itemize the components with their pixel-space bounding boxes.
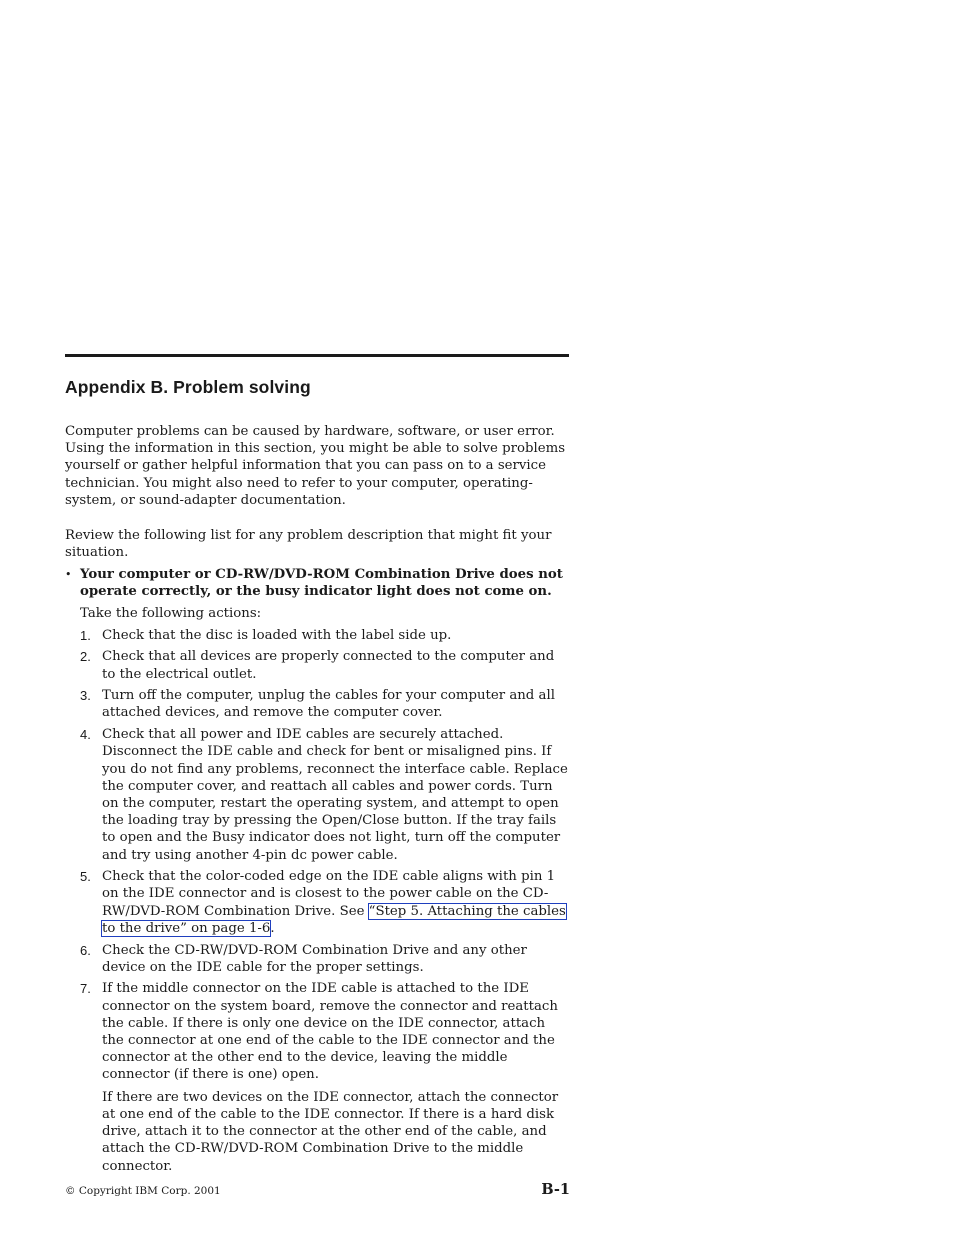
step-text-end: . — [270, 920, 275, 936]
intro-paragraph: Computer problems can be caused by hardware, software, or user error. Using the information in this section, you might be able to solve problems yourself or gather helpful information that you can pass on to a service technician. You might also need to refer to your computer, operating-system, or sound-adapter documentation. — [65, 424, 566, 508]
step-text: Turn off the computer, unplug the cables for your computer and all attached devices, and remove the computer cover. — [102, 688, 555, 721]
actions-label: Take the following actions: — [80, 606, 262, 622]
copyright-notice: © Copyright IBM Corp. 2001 — [65, 1185, 221, 1197]
problem-title — [65, 566, 570, 600]
step-text: Check the CD-RW/DVD-ROM Combination Drive and any other device on the IDE cable for the proper settings. — [102, 942, 527, 975]
list-item — [80, 627, 570, 644]
step-text: If the middle connector on the IDE cable is attached to the IDE connector on the system board, remove the connector and reattach the cable. If there is only one device on the IDE connector, attach the connector at one end of the cable to the IDE connector and the connector at the other end to the device, leaving the middle connector (if there is one) open. — [102, 981, 558, 1083]
step-subparagraph: If there are two devices on the IDE connector, attach the connector at one end of the cable to the IDE connector. If there is a hard disk drive, attach it to the connector at the other end of the cable, and attach the CD-RW/DVD-ROM Combination Drive to the middle connector. — [102, 1089, 559, 1174]
step-number: 2. — [80, 649, 91, 665]
review-paragraph: Review the following list for any problem description that might fit your situation. — [65, 528, 552, 561]
bullet-marker: • — [65, 568, 72, 581]
heading-rule — [65, 354, 569, 357]
list-item — [80, 868, 570, 937]
step-text: Check that all devices are properly connected to the computer and to the electrical outlet. — [102, 649, 555, 682]
steps-list — [65, 627, 570, 1175]
step-number: 4. — [80, 727, 91, 743]
step-number: 1. — [80, 627, 91, 643]
page-number: B-1 — [541, 1181, 570, 1198]
step-number: 3. — [80, 688, 91, 704]
cross-reference-link[interactable]: “Step 5. Attaching the cables to the drive” on page 1-6 — [102, 903, 566, 936]
list-item — [80, 980, 570, 1174]
step-text: Check that all power and IDE cables are securely attached. Disconnect the IDE cable and check for bent or misaligned pins. If you do not find any problems, reconnect the interface cable. Replace the computer cover, and reattach all cables and power cords. Turn on the computer, restart the operating system, and attempt to open the loading tray by pressing the Open/Close button. If the tray fails to open and the Busy indicator does not light, turn off the computer and try using another 4-pin dc power cable. — [102, 727, 568, 863]
list-item — [80, 648, 570, 682]
step-text: Check that the disc is loaded with the label side up. — [102, 627, 452, 643]
list-item — [80, 942, 570, 976]
problem-title-text: Your computer or CD-RW/DVD-ROM Combination Drive does not operate correctly, or the busy indicator light does not come on. — [80, 567, 563, 600]
step-text: Check that the color-coded edge on the IDE cable aligns with pin 1 on the IDE connector and is closest to the power cable on the CD-RW/DVD-ROM Combination Drive. See — [102, 869, 556, 919]
page-title: Appendix B. Problem solving — [65, 377, 311, 397]
step-number: 6. — [80, 942, 91, 958]
step-number: 5. — [80, 869, 91, 885]
problem-item — [65, 566, 570, 1179]
list-item — [80, 687, 570, 721]
list-item — [80, 726, 570, 864]
step-number: 7. — [80, 981, 91, 997]
